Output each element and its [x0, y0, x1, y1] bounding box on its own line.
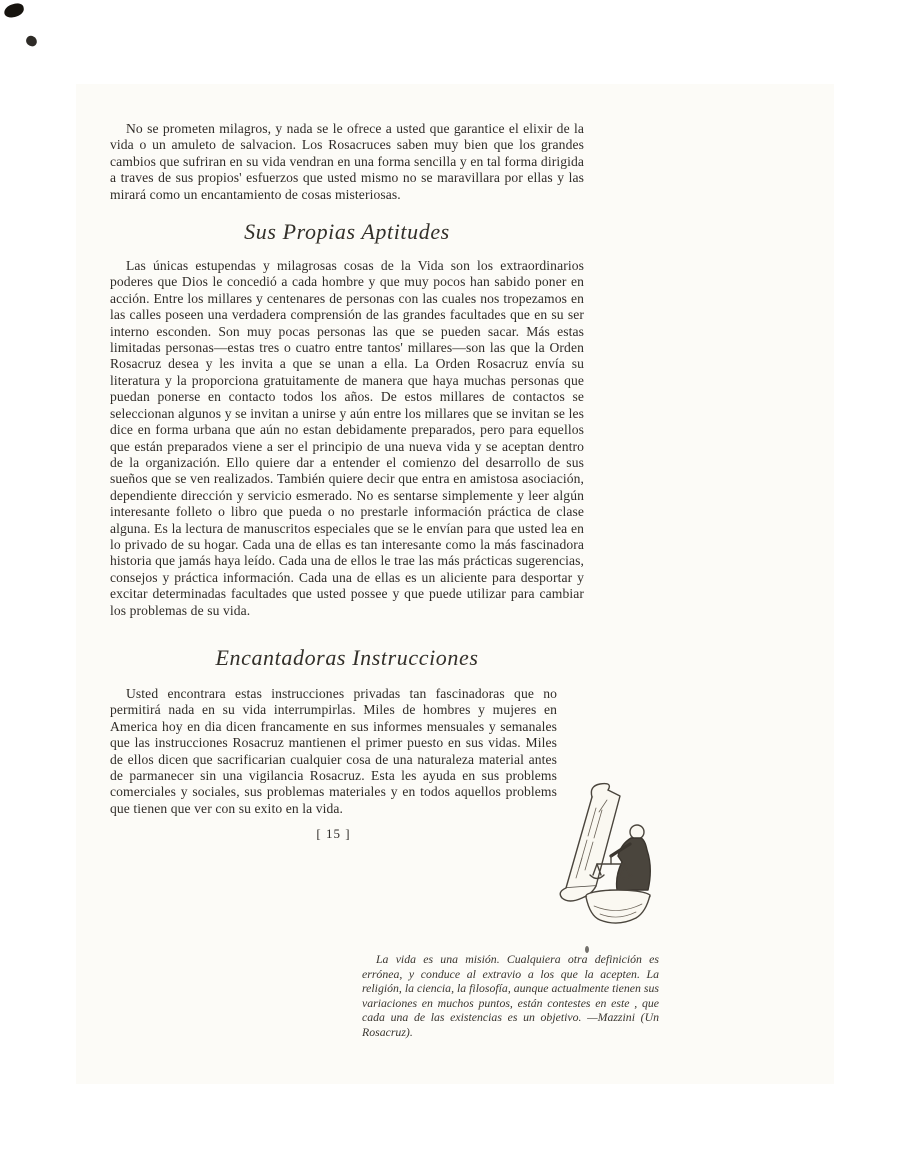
paragraph-instrucciones: Usted encontrara estas instrucciones privadas tan fascinadoras que no permitirá nada en su vida interrumpirlas. Miles de hombres y mujeres en America hoy en dia dicen francamente en sus informes mensuales y semanales que las instrucciones Rosacruz mantienen el primer puesto en sus vidas. Miles de ellos dicen que sacrificarian cualquier cosa de una naturaleza material antes de parmanecer sin una vigilancia Rosacruz. Esta les ayuda en sus problems comerciales y sociales, sus problemas materiales y en todos aquellos problems que tienen que ver con su exito en la vida. [110, 685, 557, 816]
paragraph-aptitudes: Las únicas estupendas y milagrosas cosas de la Vida son los extraordinarios poderes que Dios le concedió a cada hombre y que muy pocos han sabido poner en acción. Entre los millares y centenares de personas con las cuales nos tropezamos en las calles poseen una verdadera comprensión de las grandes facultades que en su ser interno esconden. Son muy pocas personas las que se pueden sacar. Más estas limitadas personas—estas tres o cuatro entre tantos' millares—son las que la Orden Rosacruz desea y les invita a que se unan a ella. La Orden Rosacruz envía su literatura y la proporciona gratuitamente de manera que haya muchas personas que puedan ponerse en contacto todos los años. De estos millares de contactos se seleccionan algunos y se invitan a unirse y aún entre los millares que se invitan se les dice en forma urbana que aún no estan debidamente preparados, pero para equellos que están preparados viene a ser el principio de una nueva vida y se aceptan dentro de la organización. Ello quiere dar a entender el comienzo del desarrollo de sus sueños que se ven realizados. También quiere decir que entra en amistosa asociación, dependiente dirección y servicio esmerado. No es sentarse simplemente y leer algún interesante folleto o libro que pueda o no prestarle información práctica de clase alguna. Es la lectura de manuscritos especiales que se le envían para que usted lea en lo privado de su hogar. Cada una de ellas es tan interesante como la más fascinadora historia que jamás haya leído. Cada una de ellos le trae las más prácticas sugerencias, consejos y práctica información. Cada una de ellas es un aliciente para desportar y excitar determinadas facultades que usted possee y que puede utilizar para cambiar los problemas de su vida. [110, 258, 584, 618]
scan-artifact [25, 34, 39, 47]
scales-and-scroll-illustration [552, 780, 664, 935]
scan-artifact [3, 2, 25, 19]
section-heading-aptitudes: Sus Propias Aptitudes [244, 219, 450, 245]
paragraph-intro: No se prometen milagros, y nada se le ofrece a usted que garantice el elixir de la vida o un amuleto de salvacion. Los Rosacruces saben muy bien que los grandes cambios que sufriran en su vida vendran en una forma sencilla y en tal forma dirigida a traves de sus propios' esfuerzos que usted mismo no se maravillara por ellas y las mirará como un encantamiento de cosas misteriosas. [110, 121, 584, 202]
page-number: [ 15 ] [316, 826, 351, 842]
text-column [110, 121, 584, 843]
quote-mazzini: La vida es una misión. Cualquiera otra definición es errónea, y conduce al extravio a los que la acepten. La religión, la ciencia, la filosofía, aunque actualmente tienen sus variaciones en muchos puntos, están contestes en este , que cada una de las existencias es un objetivo. —Mazzini (Un Rosacruz). [362, 952, 659, 1039]
section-heading-instrucciones: Encantadoras Instrucciones [215, 644, 479, 670]
engraving-svg [552, 780, 664, 935]
